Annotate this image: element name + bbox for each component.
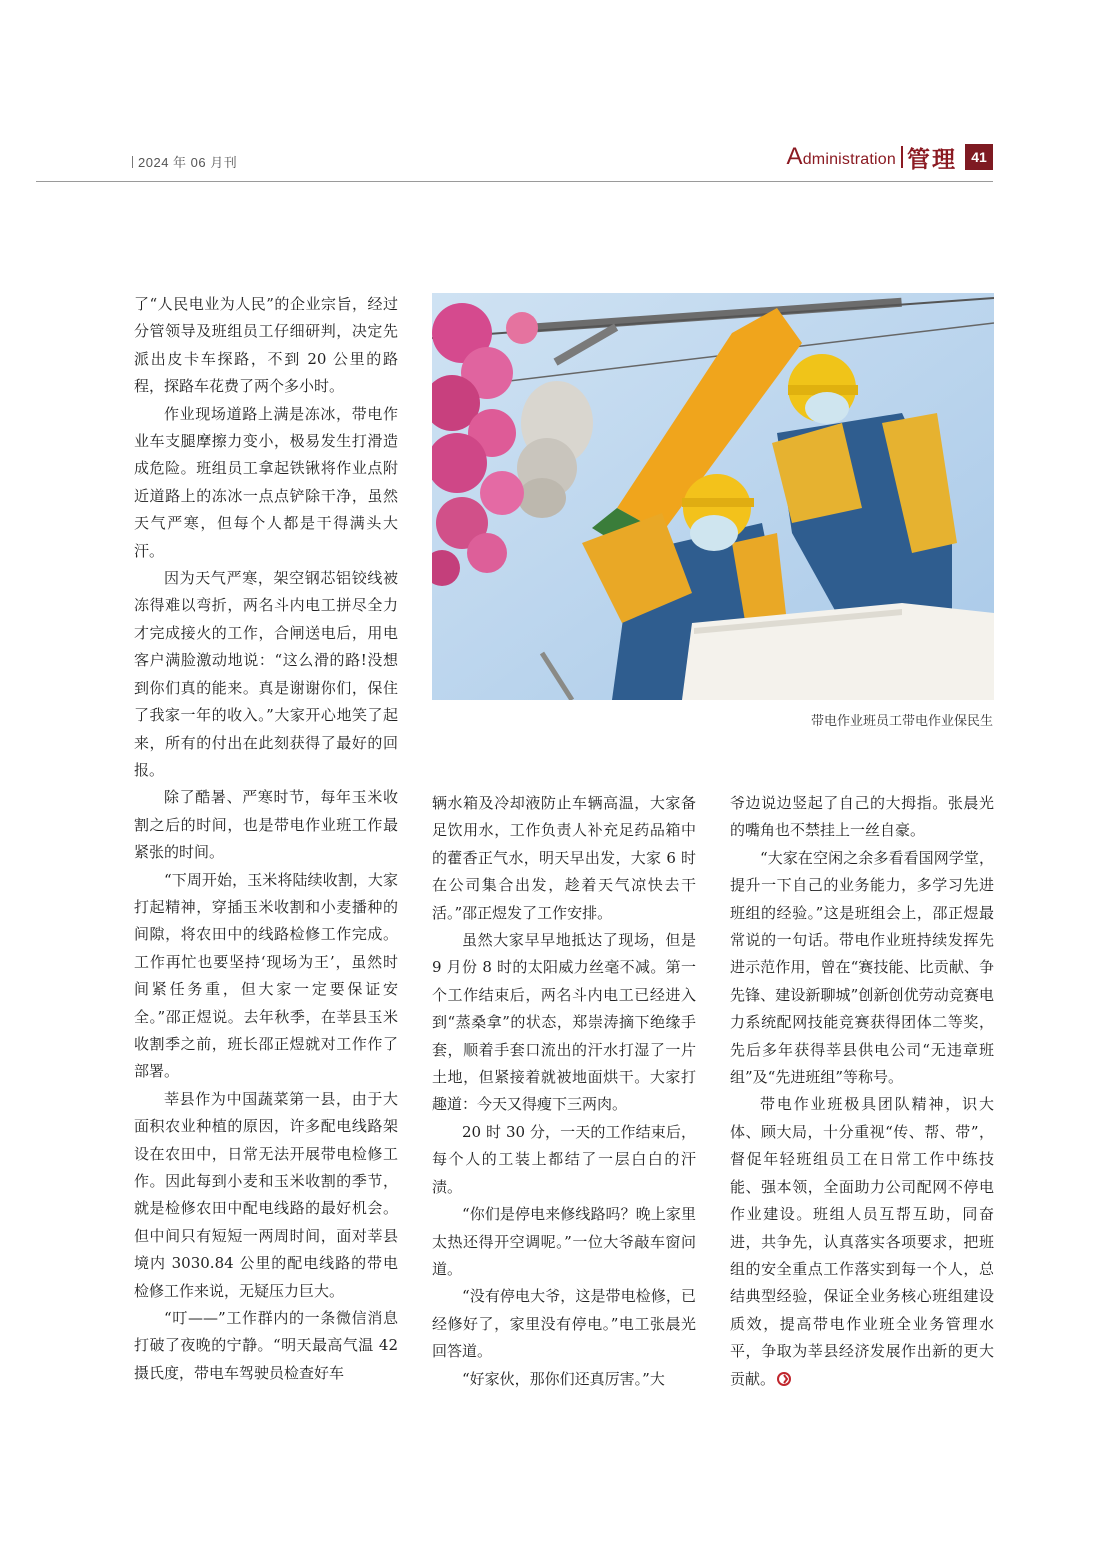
paragraph: 了“人民电业为人民”的企业宗旨，经过分管领导及班组员工仔细研判，决定先派出皮卡车探路，不到 20 公里的路程，探路车花费了两个多小时。: [134, 295, 398, 396]
paragraph: “你们是停电来修线路吗？晚上家里太热还得开空调呢。”一位大爷敲车窗问道。: [432, 1205, 696, 1278]
issue-divider: [132, 156, 133, 168]
paragraph: “下周开始，玉米将陆续收割，大家打起精神，穿插玉米收割和小麦播种的间隙，将农田中的线路检修工作完成。工作再忙也要坚持‘现场为王’，虽然时间紧任务重，但大家一定要保证安全。”邵正煜说。去年秋季，在莘县玉米收割季之前，班长邵正煜就对工作作了部署。: [134, 870, 398, 1081]
section-name-cn: 管理: [907, 146, 957, 173]
section-divider: [901, 146, 903, 168]
end-mark-icon: [777, 1372, 791, 1386]
paragraph: “好家伙，那你们还真厉害。”大: [462, 1369, 665, 1388]
header-rule: [36, 181, 993, 182]
paragraph: 爷边说边竖起了自己的大拇指。张晨光的嘴角也不禁挂上一丝自豪。: [730, 794, 994, 840]
section-header: [786, 142, 993, 172]
paragraph: 莘县作为中国蔬菜第一县，由于大面积农业种植的原因，许多配电线路架设在农田中，日常无法开展带电检修工作。因此每到小麦和玉米收割的季节，就是检修农田中配电线路的最好机会。但中间只有短短一两周时间，面对莘县境内 3030.84 公里的配电线路的带电检修工作来说，无疑压力巨大。: [134, 1089, 398, 1300]
paragraph: “没有停电大爷，这是带电检修，已经修好了，家里没有停电。”电工张晨光回答道。: [432, 1287, 696, 1361]
article-column-3: [730, 790, 994, 1393]
paragraph-text: 带电作业班极具团队精神，识大体、顾大局，十分重视“传、帮、带”，督促年轻班组员工在日常工作中练技能、强本领，全面助力公司配网不停电作业建设。班组人员互帮互助，同奋进，共争先，认真落实各项要求，把班组的安全重点工作落实到每一个人，总结典型经验，保证全业务核心班组建设质效，提高带电作业班全业务管理水平，争取为莘县经济发展作出新的更大贡献。: [730, 1095, 994, 1388]
paragraph: [730, 1091, 994, 1392]
article-photo: [432, 293, 994, 700]
section-name-en-rest: dministration: [802, 151, 896, 168]
article-column-2: [432, 790, 696, 1393]
section-name-en-cap: A: [786, 143, 803, 170]
photo-caption: 带电作业班员工带电作业保民生: [810, 714, 993, 729]
paragraph: 20 时 30 分，一天的工作结束后，每个人的工装上都结了一层白白的汗渍。: [432, 1122, 696, 1196]
section-name-en: [786, 143, 896, 171]
paragraph: 虽然大家早早地抵达了现场，但是 9 月份 8 时的太阳威力丝毫不减。第一个工作结束后，两名斗内电工已经进入到“蒸桑拿”的状态，郑崇涛摘下绝缘手套，顺着手套口流出的汗水打湿了一片土地，但紧接着就被地面烘干。大家打趣道：今天又得瘦下三两肉。: [432, 931, 696, 1114]
paragraph: 除了酷暑、严寒时节，每年玉米收割之后的时间，也是带电作业班工作最紧张的时间。: [134, 788, 398, 862]
paragraph: 因为天气严寒，架空钢芯铝铰线被冻得难以弯折，两名斗内电工拼尽全力才完成接火的工作，合闸送电后，用电客户满脸激动地说：“这么滑的路!没想到你们真的能来。真是谢谢你们，保住了我家一年的收入。”大家开心地笑了起来，所有的付出在此刻获得了最好的回报。: [134, 569, 398, 779]
paragraph: 辆水箱及冷却液防止车辆高温，大家备足饮用水，工作负责人补充足药品箱中的藿香正气水，明天早出发，大家 6 时在公司集合出发，趁着天气凉快去干活。”邵正煜发了工作安排。: [432, 794, 696, 922]
paragraph: “叮——”工作群内的一条微信消息打破了夜晚的宁静。“明天最高气温 42 摄氏度，带电车驾驶员检查好车: [134, 1309, 398, 1382]
issue-label: [132, 152, 237, 171]
paragraph: “大家在空闲之余多看看国网学堂，提升一下自己的业务能力，多学习先进班组的经验。”这是班组会上，邵正煜最常说的一句话。带电作业班持续发挥先进示范作用，曾在“赛技能、比贡献、争先锋、建设新聊城”创新创优劳动竞赛电力系统配网技能竞赛获得团体二等奖，先后多年获得莘县供电公司“无违章班组”及“先进班组”等称号。: [730, 848, 994, 1087]
page-number: 41: [965, 144, 993, 170]
paragraph: 作业现场道路上满是冻冰，带电作业车支腿摩擦力变小，极易发生打滑造成危险。班组员工拿起铁锹将作业点附近道路上的冻冰一点点铲除干净，虽然天气严寒，但每个人都是干得满头大汗。: [134, 404, 398, 560]
article-column-1: [134, 291, 398, 1387]
issue-text: 2024 年 06 月刊: [138, 155, 238, 170]
